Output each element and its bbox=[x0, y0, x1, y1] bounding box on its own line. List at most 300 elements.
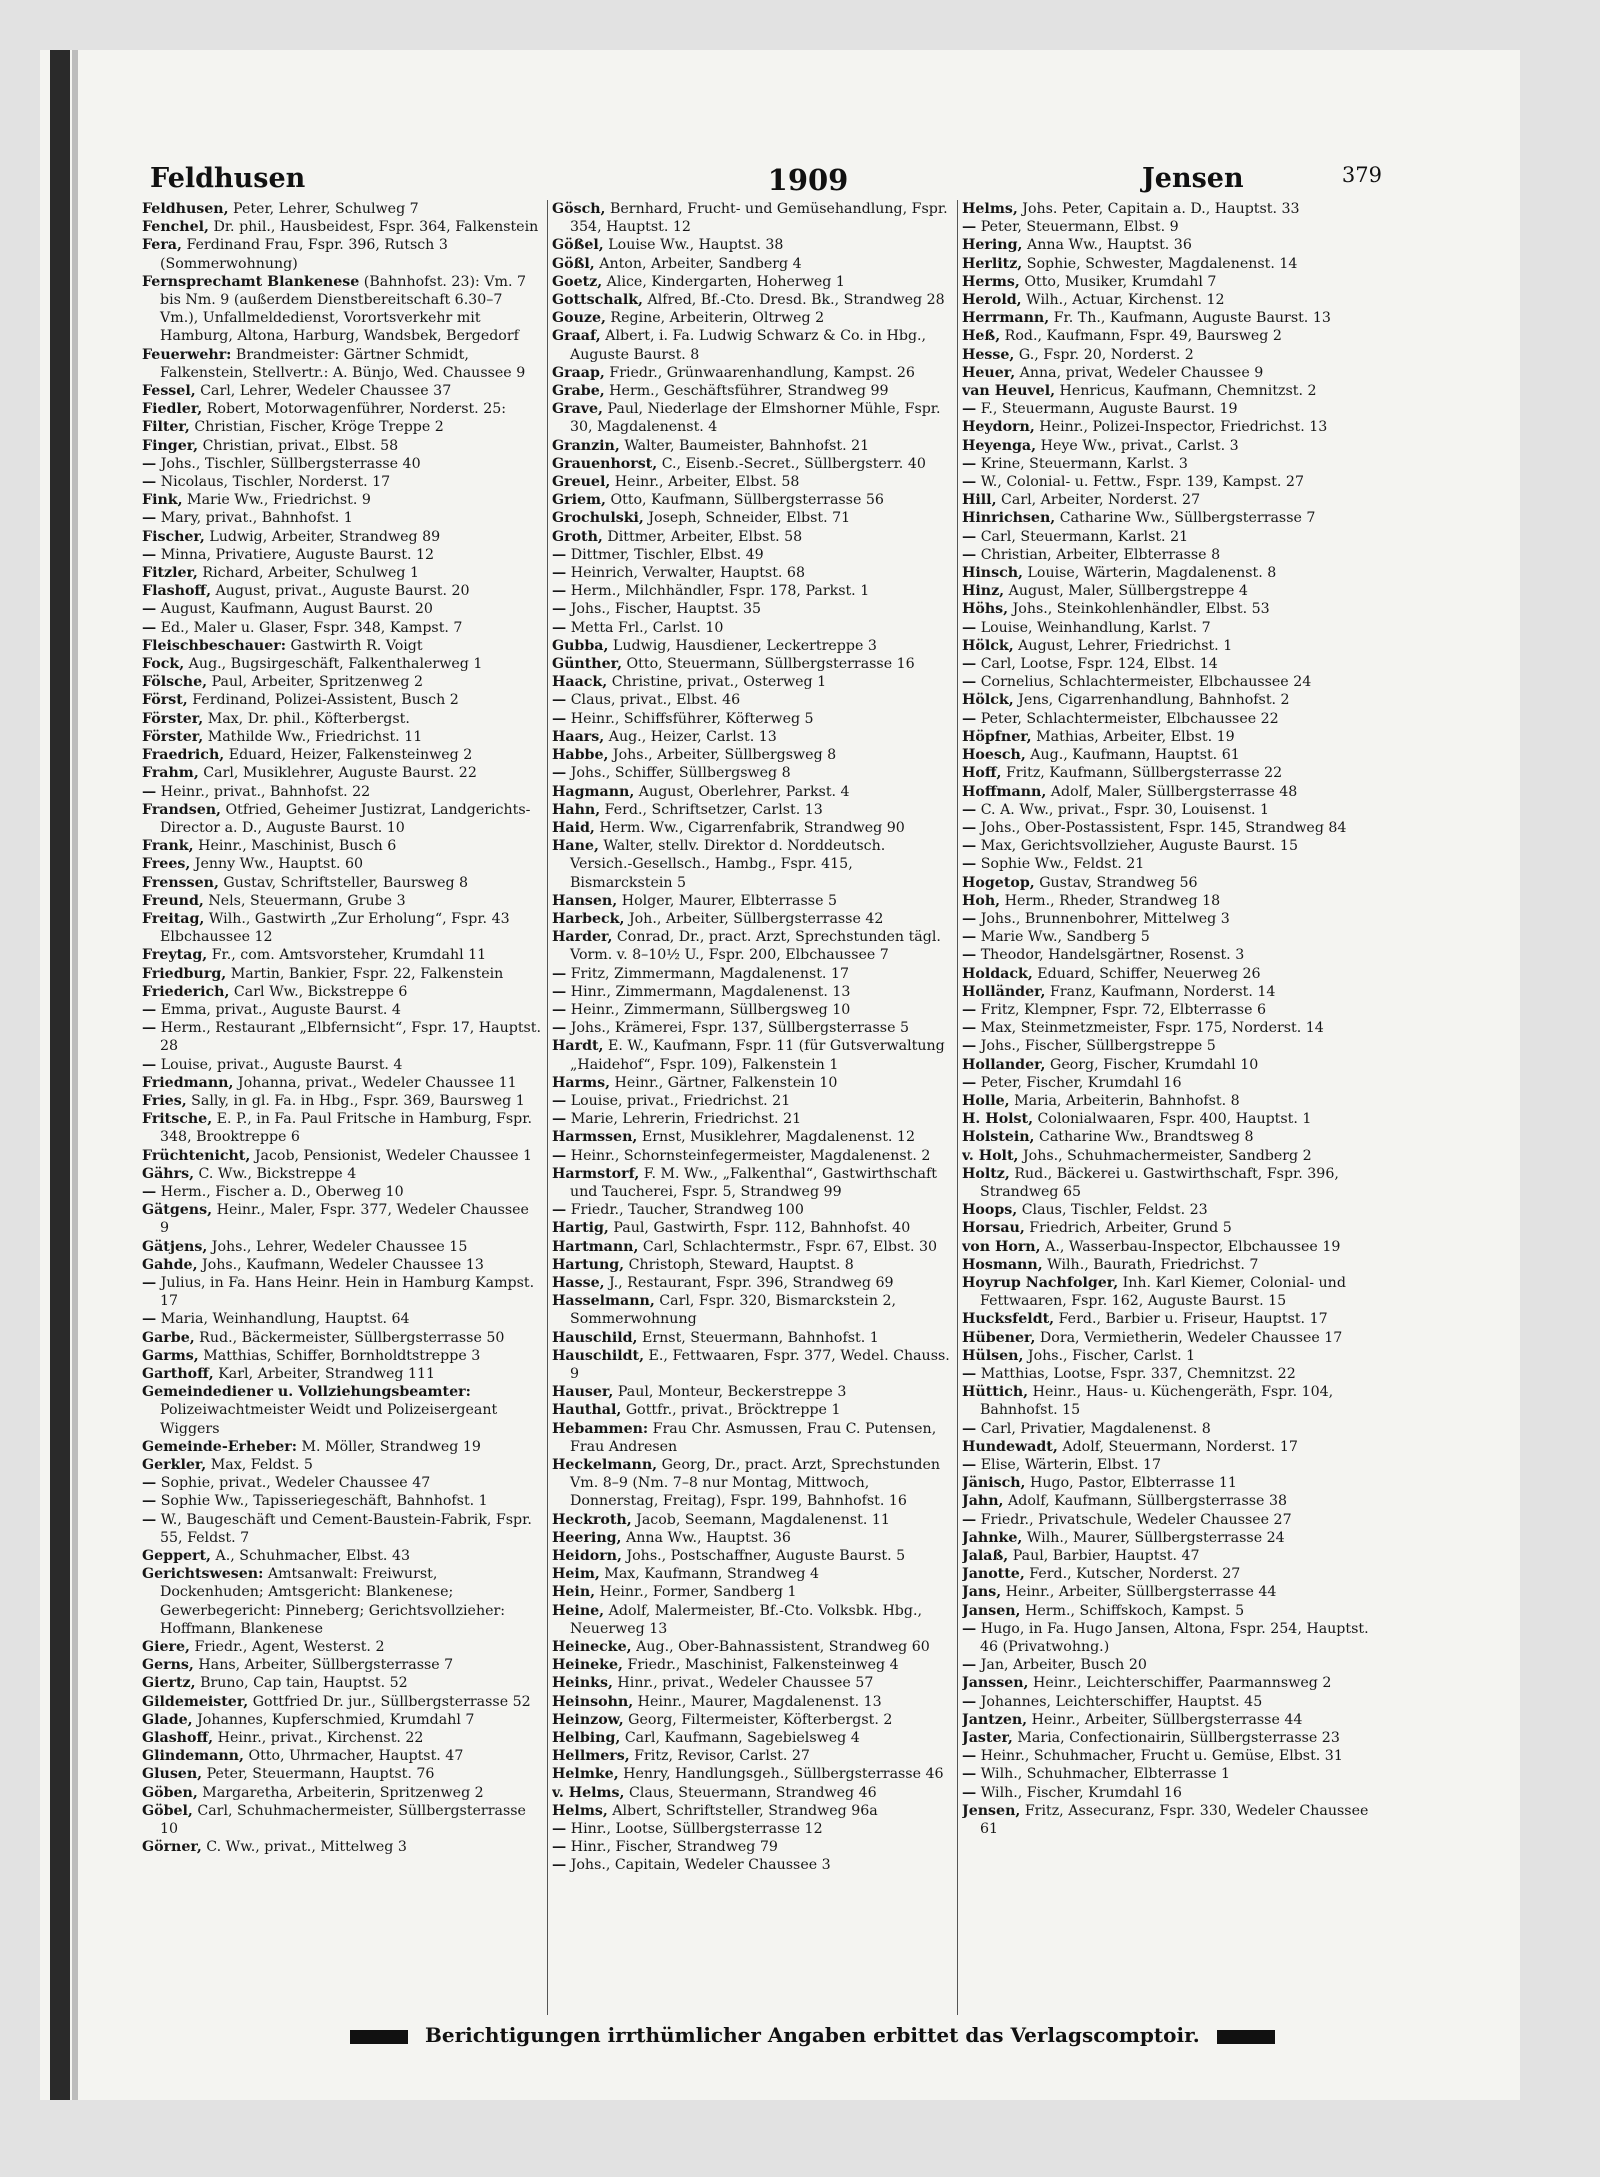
entry-details: Matthias, Schiffer, Bornholdtstreppe 3 bbox=[198, 1347, 481, 1364]
directory-entry bbox=[962, 1583, 1390, 1601]
entry-details: Gottfr., privat., Bröcktreppe 1 bbox=[621, 1402, 841, 1419]
entry-details: Herm., Schiffskoch, Kampst. 5 bbox=[1020, 1602, 1245, 1619]
directory-entry bbox=[552, 655, 952, 673]
pointing-hand-icon bbox=[1217, 2030, 1275, 2044]
entry-name: — bbox=[962, 1420, 977, 1437]
entry-details: Johs. Peter, Capitain a. D., Hauptst. 33 bbox=[1017, 201, 1300, 217]
directory-entry bbox=[552, 783, 952, 801]
entry-details: F. M. Ww., „Falkenthal“, Gastwirthschaft und Taucherei, Fspr. 5, Strandweg 99 bbox=[570, 1165, 937, 1200]
entry-name: Feuerwehr: bbox=[142, 346, 232, 363]
entry-name: Fitzler, bbox=[142, 565, 198, 582]
entry-name: — bbox=[552, 1839, 567, 1856]
directory-entry bbox=[962, 1765, 1390, 1783]
directory-entry bbox=[962, 1219, 1390, 1237]
directory-entry bbox=[552, 1019, 952, 1037]
entry-details: August, Lehrer, Friedrichst. 1 bbox=[1013, 637, 1233, 654]
directory-entry bbox=[962, 1238, 1390, 1256]
entry-details: Rud., Bäckerei u. Gastwirthschaft, Fspr. 396, Strandweg 65 bbox=[980, 1165, 1339, 1200]
header-year: 1909 bbox=[767, 163, 849, 197]
entry-name: — bbox=[552, 1001, 567, 1018]
entry-name: Gährs, bbox=[142, 1165, 195, 1182]
entry-details: Theodor, Handelsgärtner, Rosenst. 3 bbox=[976, 947, 1245, 964]
entry-name: Freitag, bbox=[142, 910, 205, 927]
entry-details: Fritz, Klempner, Fspr. 72, Elbterrasse 6 bbox=[976, 1001, 1267, 1018]
entry-details: Heinr., Zimmermann, Süllbergsweg 10 bbox=[566, 1001, 851, 1018]
directory-entry bbox=[962, 928, 1390, 946]
directory-entry bbox=[142, 1347, 542, 1365]
entry-details: Heinrich, Verwalter, Hauptst. 68 bbox=[566, 565, 805, 582]
directory-entry bbox=[142, 1074, 542, 1092]
header-right-name: Jensen bbox=[1142, 163, 1244, 194]
entry-name: Heckelmann, bbox=[552, 1457, 658, 1474]
entry-details: Herm., Milchhändler, Fspr. 178, Parkst. 1 bbox=[566, 583, 870, 600]
entry-details: Karl, Arbeiter, Strandweg 111 bbox=[213, 1366, 436, 1382]
entry-details: Carl, Schuhmachermeister, Süllbergsterrasse 10 bbox=[160, 1802, 526, 1838]
entry-name: H. Holst, bbox=[962, 1111, 1034, 1128]
entry-details: Carl Ww., Bickstreppe 6 bbox=[229, 983, 408, 1000]
directory-entry bbox=[962, 783, 1390, 801]
directory-entry bbox=[552, 819, 952, 837]
entry-name: Hauthal, bbox=[552, 1402, 622, 1419]
directory-entry bbox=[142, 1711, 542, 1729]
entry-details: Sophie, privat., Wedeler Chaussee 47 bbox=[156, 1475, 431, 1492]
entry-details: Heinr., Former, Sandberg 1 bbox=[595, 1584, 797, 1601]
entry-name: Hein, bbox=[552, 1584, 596, 1601]
directory-entry bbox=[552, 255, 952, 273]
directory-entry bbox=[962, 728, 1390, 746]
directory-entry bbox=[962, 546, 1390, 564]
directory-entry bbox=[962, 309, 1390, 327]
entry-details: August, privat., Auguste Baurst. 20 bbox=[211, 583, 470, 600]
directory-column-1 bbox=[142, 200, 542, 2015]
entry-name: Frees, bbox=[142, 856, 191, 873]
entry-name: — bbox=[962, 546, 977, 563]
entry-details: Franz, Kaufmann, Norderst. 14 bbox=[1045, 983, 1276, 1000]
entry-details: Max, Kaufmann, Strandweg 4 bbox=[599, 1566, 819, 1583]
entry-name: Janotte, bbox=[962, 1566, 1025, 1583]
directory-entry bbox=[962, 1747, 1390, 1765]
entry-details: Henricus, Kaufmann, Chemnitzst. 2 bbox=[1055, 383, 1317, 400]
entry-details: Hinr., Zimmermann, Magdalenenst. 13 bbox=[566, 983, 851, 1000]
entry-name: Heckroth, bbox=[552, 1511, 632, 1528]
entry-details: Marie Ww., Sandberg 5 bbox=[976, 929, 1150, 946]
entry-details: Christian, privat., Elbst. 58 bbox=[198, 437, 399, 454]
entry-details: Herm., Rheder, Strandweg 18 bbox=[1000, 892, 1221, 909]
entry-details: Ferd., Schriftsetzer, Carlst. 13 bbox=[600, 801, 823, 818]
entry-name: Fischer, bbox=[142, 528, 205, 545]
directory-entry bbox=[552, 1656, 952, 1674]
entry-name: Först, bbox=[142, 692, 188, 709]
directory-entry bbox=[962, 346, 1390, 364]
entry-name: van Heuvel, bbox=[962, 383, 1056, 400]
directory-entry bbox=[962, 1019, 1390, 1037]
directory-entry bbox=[552, 1292, 952, 1328]
directory-entry bbox=[962, 874, 1390, 892]
entry-details: Herm., Restaurant „Elbfernsicht“, Fspr. 17, Hauptst. 28 bbox=[156, 1020, 542, 1055]
directory-entry bbox=[142, 837, 542, 855]
entry-name: Hauser, bbox=[552, 1384, 614, 1401]
entry-name: — bbox=[962, 1457, 977, 1474]
entry-name: — bbox=[552, 1857, 567, 1874]
entry-details: Heinr., privat., Kirchenst. 22 bbox=[213, 1730, 424, 1747]
entry-name: Gösch, bbox=[552, 201, 606, 217]
directory-entry bbox=[552, 637, 952, 655]
entry-details: Amtsanwalt: Freiwurst, Dockenhuden; Amtsgericht: Blankenese; Gewerbegericht: Pinneberg; Gerichtsvollzieher: Hoffmann, Blankenese bbox=[160, 1566, 506, 1637]
entry-name: Hinsch, bbox=[962, 565, 1023, 582]
directory-entry bbox=[552, 600, 952, 618]
entry-name: Heidorn, bbox=[552, 1548, 622, 1565]
entry-name: — bbox=[552, 1821, 567, 1838]
entry-name: Hellmers, bbox=[552, 1748, 630, 1765]
entry-details: Adolf, Steuermann, Norderst. 17 bbox=[1057, 1438, 1298, 1455]
entry-details: Gustav, Strandweg 56 bbox=[1034, 874, 1198, 891]
entry-name: Fink, bbox=[142, 492, 183, 509]
entry-details: Ludwig, Arbeiter, Strandweg 89 bbox=[204, 528, 441, 545]
directory-entry bbox=[962, 327, 1390, 345]
directory-entry bbox=[142, 874, 542, 892]
entry-name: Garbe, bbox=[142, 1329, 195, 1346]
directory-entry bbox=[142, 946, 542, 964]
entry-details: C. A. Ww., privat., Fspr. 30, Louisenst. 1 bbox=[976, 801, 1270, 818]
entry-name: Jantzen, bbox=[962, 1711, 1028, 1728]
directory-entry bbox=[552, 1110, 952, 1128]
entry-name: Heß, bbox=[962, 328, 1001, 345]
entry-details: Louise, privat., Friedrichst. 21 bbox=[566, 1092, 791, 1109]
entry-details: Otto, Uhrmacher, Hauptst. 47 bbox=[243, 1748, 464, 1765]
directory-entry bbox=[962, 291, 1390, 309]
entry-details: Rod., Kaufmann, Fspr. 49, Baursweg 2 bbox=[1000, 328, 1282, 345]
entry-details: Nels, Steuermann, Grube 3 bbox=[203, 892, 406, 909]
entry-details: Maria, Arbeiterin, Bahnhofst. 8 bbox=[1009, 1092, 1240, 1109]
entry-name: Frandsen, bbox=[142, 801, 221, 818]
entry-details: Hugo, Pastor, Elbterrasse 11 bbox=[1025, 1475, 1237, 1492]
directory-entry bbox=[552, 1711, 952, 1729]
entry-details: Otfried, Geheimer Justizrat, Landgerichts-Director a. D., Auguste Baurst. 10 bbox=[160, 801, 531, 836]
entry-name: Hoops, bbox=[962, 1202, 1018, 1219]
directory-entry bbox=[552, 200, 952, 236]
directory-entry bbox=[142, 382, 542, 400]
directory-entry bbox=[552, 673, 952, 691]
entry-name: — bbox=[142, 783, 157, 800]
directory-entry bbox=[142, 528, 542, 546]
directory-entry bbox=[142, 1729, 542, 1747]
entry-name: Hinrichsen, bbox=[962, 510, 1056, 527]
entry-details: Fr., com. Amtsvorsteher, Krumdahl 11 bbox=[207, 947, 487, 964]
entry-details: A., Wasserbau-Inspector, Elbchaussee 19 bbox=[1040, 1238, 1341, 1255]
entry-details: Johannes, Leichterschiffer, Hauptst. 45 bbox=[976, 1693, 1263, 1710]
directory-entry bbox=[142, 418, 542, 436]
entry-details: Carl, Schlachtermstr., Fspr. 67, Elbst. 30 bbox=[638, 1238, 938, 1255]
directory-entry bbox=[962, 382, 1390, 400]
entry-details: Johs., Arbeiter, Süllbergsweg 8 bbox=[608, 747, 837, 764]
entry-details: Joseph, Schneider, Elbst. 71 bbox=[643, 510, 851, 527]
directory-entry bbox=[552, 564, 952, 582]
entry-name: Jansen, bbox=[962, 1602, 1021, 1619]
entry-details: Fr. Th., Kaufmann, Auguste Baurst. 13 bbox=[1049, 310, 1331, 327]
entry-details: Johannes, Kupferschmied, Krumdahl 7 bbox=[192, 1711, 475, 1728]
entry-details: Friedrich, Arbeiter, Grund 5 bbox=[1024, 1220, 1232, 1237]
entry-name: Haars, bbox=[552, 728, 605, 745]
entry-details: Anna Ww., Hauptst. 36 bbox=[621, 1529, 791, 1546]
entry-name: Grauenhorst, bbox=[552, 455, 658, 472]
entry-name: Gößl, bbox=[552, 255, 595, 272]
entry-details: F., Steuermann, Auguste Baurst. 19 bbox=[976, 401, 1238, 418]
entry-details: Dr. phil., Hausbeidest, Fspr. 364, Falkenstein bbox=[208, 219, 539, 236]
entry-name: Hoh, bbox=[962, 892, 1001, 909]
entry-details: Heinr., Polizei-Inspector, Friedrichst. 13 bbox=[1034, 419, 1328, 436]
entry-name: Hahn, bbox=[552, 801, 601, 818]
directory-entry bbox=[962, 1274, 1390, 1310]
entry-name: — bbox=[552, 965, 567, 982]
entry-name: v. Helms, bbox=[552, 1784, 625, 1801]
directory-entry bbox=[552, 837, 952, 892]
entry-details: Carl, Musiklehrer, Auguste Baurst. 22 bbox=[198, 765, 477, 782]
directory-entry bbox=[962, 455, 1390, 473]
entry-details: Margaretha, Arbeiterin, Spritzenweg 2 bbox=[197, 1784, 484, 1801]
directory-entry bbox=[552, 1802, 952, 1820]
entry-name: Hane, bbox=[552, 838, 599, 855]
entry-details: Heye Ww., privat., Carlst. 3 bbox=[1036, 437, 1239, 454]
directory-entry bbox=[962, 946, 1390, 964]
entry-name: — bbox=[552, 1092, 567, 1109]
entry-details: Max, Gerichtsvollzieher, Auguste Baurst. 15 bbox=[976, 838, 1298, 855]
entry-name: Heinecke, bbox=[552, 1639, 632, 1656]
directory-entry bbox=[142, 346, 542, 382]
column-divider bbox=[547, 200, 548, 2015]
entry-name: — bbox=[552, 692, 567, 709]
entry-details: Johs., Schiffer, Süllbergsweg 8 bbox=[566, 765, 791, 782]
entry-details: Ernst, Steuermann, Bahnhofst. 1 bbox=[637, 1329, 879, 1346]
directory-entry bbox=[142, 1438, 542, 1456]
entry-details: Heinr., Schuhmacher, Frucht u. Gemüse, Elbst. 31 bbox=[976, 1748, 1343, 1765]
entry-name: Hogetop, bbox=[962, 874, 1035, 891]
entry-details: Louise, Weinhandlung, Karlst. 7 bbox=[976, 619, 1211, 636]
entry-name: — bbox=[552, 583, 567, 600]
entry-details: Cornelius, Schlachtermeister, Elbchaussee 24 bbox=[976, 674, 1312, 691]
entry-details: Adolf, Malermeister, Bf.-Cto. Volksbk. Hbg., Neuerweg 13 bbox=[570, 1602, 922, 1637]
entry-details: Heinr., Maler, Fspr. 377, Wedeler Chaussee 9 bbox=[160, 1202, 529, 1237]
entry-details: Aug., Bugsirgeschäft, Falkenthalerweg 1 bbox=[184, 656, 483, 673]
entry-details: Dittmer, Arbeiter, Elbst. 58 bbox=[602, 528, 803, 545]
entry-details: August, Kaufmann, August Baurst. 20 bbox=[156, 601, 433, 618]
directory-entry bbox=[962, 965, 1390, 983]
directory-entry bbox=[552, 1219, 952, 1237]
entry-name: — bbox=[962, 947, 977, 964]
entry-name: Heim, bbox=[552, 1566, 600, 1583]
directory-entry bbox=[962, 1656, 1390, 1674]
directory-entry bbox=[142, 1092, 542, 1110]
directory-entry bbox=[962, 437, 1390, 455]
entry-name: Jensen, bbox=[962, 1802, 1021, 1819]
entry-name: — bbox=[142, 1020, 157, 1037]
directory-entry bbox=[552, 1001, 952, 1019]
entry-name: Gemeinde-Erheber: bbox=[142, 1438, 298, 1455]
entry-name: Gemeindediener u. Vollziehungsbeamter: bbox=[142, 1384, 471, 1401]
directory-entry bbox=[142, 655, 542, 673]
directory-entry bbox=[552, 928, 952, 964]
entry-name: Glade, bbox=[142, 1711, 193, 1728]
directory-entry bbox=[962, 619, 1390, 637]
entry-details: Colonialwaaren, Fspr. 400, Hauptst. 1 bbox=[1033, 1111, 1312, 1128]
entry-name: Heyenga, bbox=[962, 437, 1037, 454]
directory-entry bbox=[552, 528, 952, 546]
directory-entry bbox=[552, 910, 952, 928]
entry-name: — bbox=[142, 510, 157, 527]
entry-name: Freund, bbox=[142, 892, 204, 909]
entry-details: E., Fettwaaren, Fspr. 377, Wedel. Chauss. 9 bbox=[570, 1347, 950, 1382]
directory-entry bbox=[552, 983, 952, 1001]
entry-name: — bbox=[962, 1620, 977, 1637]
entry-details: August, Oberlehrer, Parkst. 4 bbox=[634, 783, 850, 800]
directory-entry bbox=[962, 1074, 1390, 1092]
entry-name: — bbox=[962, 219, 977, 236]
entry-name: Fritsche, bbox=[142, 1111, 213, 1128]
entry-details: Carl, Lehrer, Wedeler Chaussee 37 bbox=[195, 383, 452, 400]
directory-entry bbox=[962, 764, 1390, 782]
directory-entry bbox=[142, 1656, 542, 1674]
entry-details: Otto, Musiker, Krumdahl 7 bbox=[1019, 273, 1217, 290]
directory-entry bbox=[962, 655, 1390, 673]
entry-details: Albert, i. Fa. Ludwig Schwarz & Co. in Hbg., Auguste Baurst. 8 bbox=[570, 328, 927, 363]
book-binding-edge bbox=[50, 50, 70, 2100]
entry-details: W., Colonial- u. Fettw., Fspr. 139, Kampst. 27 bbox=[976, 474, 1304, 491]
entry-details: Robert, Motorwagenführer, Norderst. 25: bbox=[202, 401, 507, 418]
directory-entry bbox=[962, 1329, 1390, 1347]
directory-entry bbox=[552, 728, 952, 746]
directory-entry bbox=[962, 1037, 1390, 1055]
directory-entry bbox=[552, 1820, 952, 1838]
entry-name: Garthoff, bbox=[142, 1366, 214, 1382]
entry-details: Heinr., Arbeiter, Süllbergsterrasse 44 bbox=[1001, 1584, 1277, 1601]
entry-details: Herm., Geschäftsführer, Strandweg 99 bbox=[604, 383, 889, 400]
directory-entry bbox=[142, 855, 542, 873]
directory-entry bbox=[142, 1765, 542, 1783]
entry-name: Heinzow, bbox=[552, 1711, 624, 1728]
entry-name: Geppert, bbox=[142, 1548, 211, 1565]
entry-details: Carl, Kaufmann, Sagebielsweg 4 bbox=[620, 1730, 860, 1747]
directory-entry bbox=[552, 1729, 952, 1747]
entry-name: Giere, bbox=[142, 1639, 190, 1656]
entry-name: Jalaß, bbox=[962, 1548, 1009, 1565]
entry-details: E. P., in Fa. Paul Fritsche in Hamburg, Fspr. 348, Brooktreppe 6 bbox=[160, 1111, 532, 1146]
directory-entry bbox=[142, 1784, 542, 1802]
entry-name: Herrmann, bbox=[962, 310, 1050, 327]
entry-details: Hinr., privat., Wedeler Chaussee 57 bbox=[612, 1675, 874, 1692]
directory-entry bbox=[552, 273, 952, 291]
directory-entry bbox=[142, 1110, 542, 1146]
directory-entry bbox=[142, 746, 542, 764]
entry-name: Herold, bbox=[962, 292, 1022, 309]
entry-name: Horsau, bbox=[962, 1220, 1025, 1237]
entry-details: Minna, Privatiere, Auguste Baurst. 12 bbox=[156, 546, 435, 563]
entry-details: Paul, Arbeiter, Spritzenweg 2 bbox=[207, 674, 424, 691]
entry-details: Heinr., Haus- u. Küchengeräth, Fspr. 104, Bahnhofst. 15 bbox=[980, 1384, 1334, 1419]
directory-entry bbox=[552, 327, 952, 363]
entry-details: Brandmeister: Gärtner Schmidt, Falkenstein, Stellvertr.: A. Bünjo, Wed. Chaussee 9 bbox=[160, 346, 526, 381]
directory-entry bbox=[142, 437, 542, 455]
directory-entry bbox=[962, 1147, 1390, 1165]
directory-entry bbox=[552, 546, 952, 564]
entry-name: Finger, bbox=[142, 437, 199, 454]
entry-name: — bbox=[552, 565, 567, 582]
entry-name: Hoff, bbox=[962, 765, 1002, 782]
entry-name: Holländer, bbox=[962, 983, 1046, 1000]
directory-entry bbox=[142, 236, 542, 272]
entry-details: Metta Frl., Carlst. 10 bbox=[566, 619, 724, 636]
entry-details: Wilh., Schuhmacher, Elbterrasse 1 bbox=[976, 1766, 1231, 1783]
directory-entry bbox=[962, 1729, 1390, 1747]
entry-details: Julius, in Fa. Hans Heinr. Hein in Hamburg Kampst. 17 bbox=[156, 1274, 535, 1310]
entry-name: — bbox=[142, 1183, 157, 1200]
directory-entry bbox=[142, 983, 542, 1001]
entry-name: Früchtenicht, bbox=[142, 1147, 251, 1164]
entry-name: — bbox=[552, 601, 567, 618]
entry-details: Ferd., Barbier u. Friseur, Hauptst. 17 bbox=[1054, 1311, 1328, 1328]
directory-entry bbox=[142, 1274, 542, 1310]
directory-entry bbox=[142, 400, 542, 418]
directory-entry bbox=[552, 1074, 952, 1092]
entry-details: Heinr., Arbeiter, Elbst. 58 bbox=[610, 474, 800, 491]
entry-details: Rud., Bäckermeister, Süllbergsterrasse 50 bbox=[194, 1329, 505, 1346]
entry-name: — bbox=[962, 801, 977, 818]
entry-details: M. Möller, Strandweg 19 bbox=[297, 1438, 481, 1455]
directory-entry bbox=[552, 892, 952, 910]
directory-entry bbox=[962, 1784, 1390, 1802]
entry-name: Fleischbeschauer: bbox=[142, 637, 286, 654]
entry-name: — bbox=[962, 528, 977, 545]
directory-entry bbox=[142, 1165, 542, 1183]
entry-details: Richard, Arbeiter, Schulweg 1 bbox=[197, 565, 420, 582]
entry-name: Habbe, bbox=[552, 747, 609, 764]
directory-entry bbox=[142, 1474, 542, 1492]
entry-details: Anton, Arbeiter, Sandberg 4 bbox=[594, 255, 802, 272]
directory-entry bbox=[962, 491, 1390, 509]
entry-details: Johs., Tischler, Süllbergsterrasse 40 bbox=[156, 455, 421, 472]
entry-name: Harms, bbox=[552, 1074, 611, 1091]
directory-entry bbox=[142, 1383, 542, 1438]
entry-name: Gätjens, bbox=[142, 1238, 208, 1255]
entry-name: Helmke, bbox=[552, 1766, 619, 1783]
entry-name: — bbox=[962, 1511, 977, 1528]
directory-column-3 bbox=[962, 200, 1390, 2015]
entry-details: Heinr., Schiffsführer, Köfterweg 5 bbox=[566, 710, 814, 727]
directory-entry bbox=[962, 1547, 1390, 1565]
directory-entry bbox=[552, 710, 952, 728]
entry-name: Grave, bbox=[552, 401, 603, 418]
directory-entry bbox=[962, 1565, 1390, 1583]
directory-entry bbox=[962, 1056, 1390, 1074]
entry-details: Hinr., Lootse, Süllbergsterrasse 12 bbox=[566, 1821, 823, 1838]
entry-details: Gastwirth R. Voigt bbox=[285, 637, 423, 654]
entry-details: Jan, Arbeiter, Busch 20 bbox=[976, 1657, 1147, 1674]
entry-details: Bernhard, Frucht- und Gemüsehandlung, Fspr. 354, Hauptst. 12 bbox=[570, 201, 948, 236]
entry-name: — bbox=[962, 1766, 977, 1783]
entry-name: — bbox=[962, 856, 977, 873]
directory-entry bbox=[552, 1092, 952, 1110]
directory-entry bbox=[962, 1256, 1390, 1274]
header-left-name: Feldhusen bbox=[150, 163, 306, 194]
directory-entry bbox=[552, 1165, 952, 1201]
entry-name: Helms, bbox=[552, 1802, 608, 1819]
entry-name: Frank, bbox=[142, 838, 194, 855]
directory-entry bbox=[962, 1474, 1390, 1492]
entry-name: Helbing, bbox=[552, 1730, 621, 1747]
entry-name: Hübener, bbox=[962, 1329, 1036, 1346]
directory-entry bbox=[142, 582, 542, 600]
entry-details: C. Ww., Bickstreppe 4 bbox=[194, 1165, 357, 1182]
directory-entry bbox=[962, 746, 1390, 764]
entry-details: Carl, Lootse, Fspr. 124, Elbst. 14 bbox=[976, 656, 1218, 673]
